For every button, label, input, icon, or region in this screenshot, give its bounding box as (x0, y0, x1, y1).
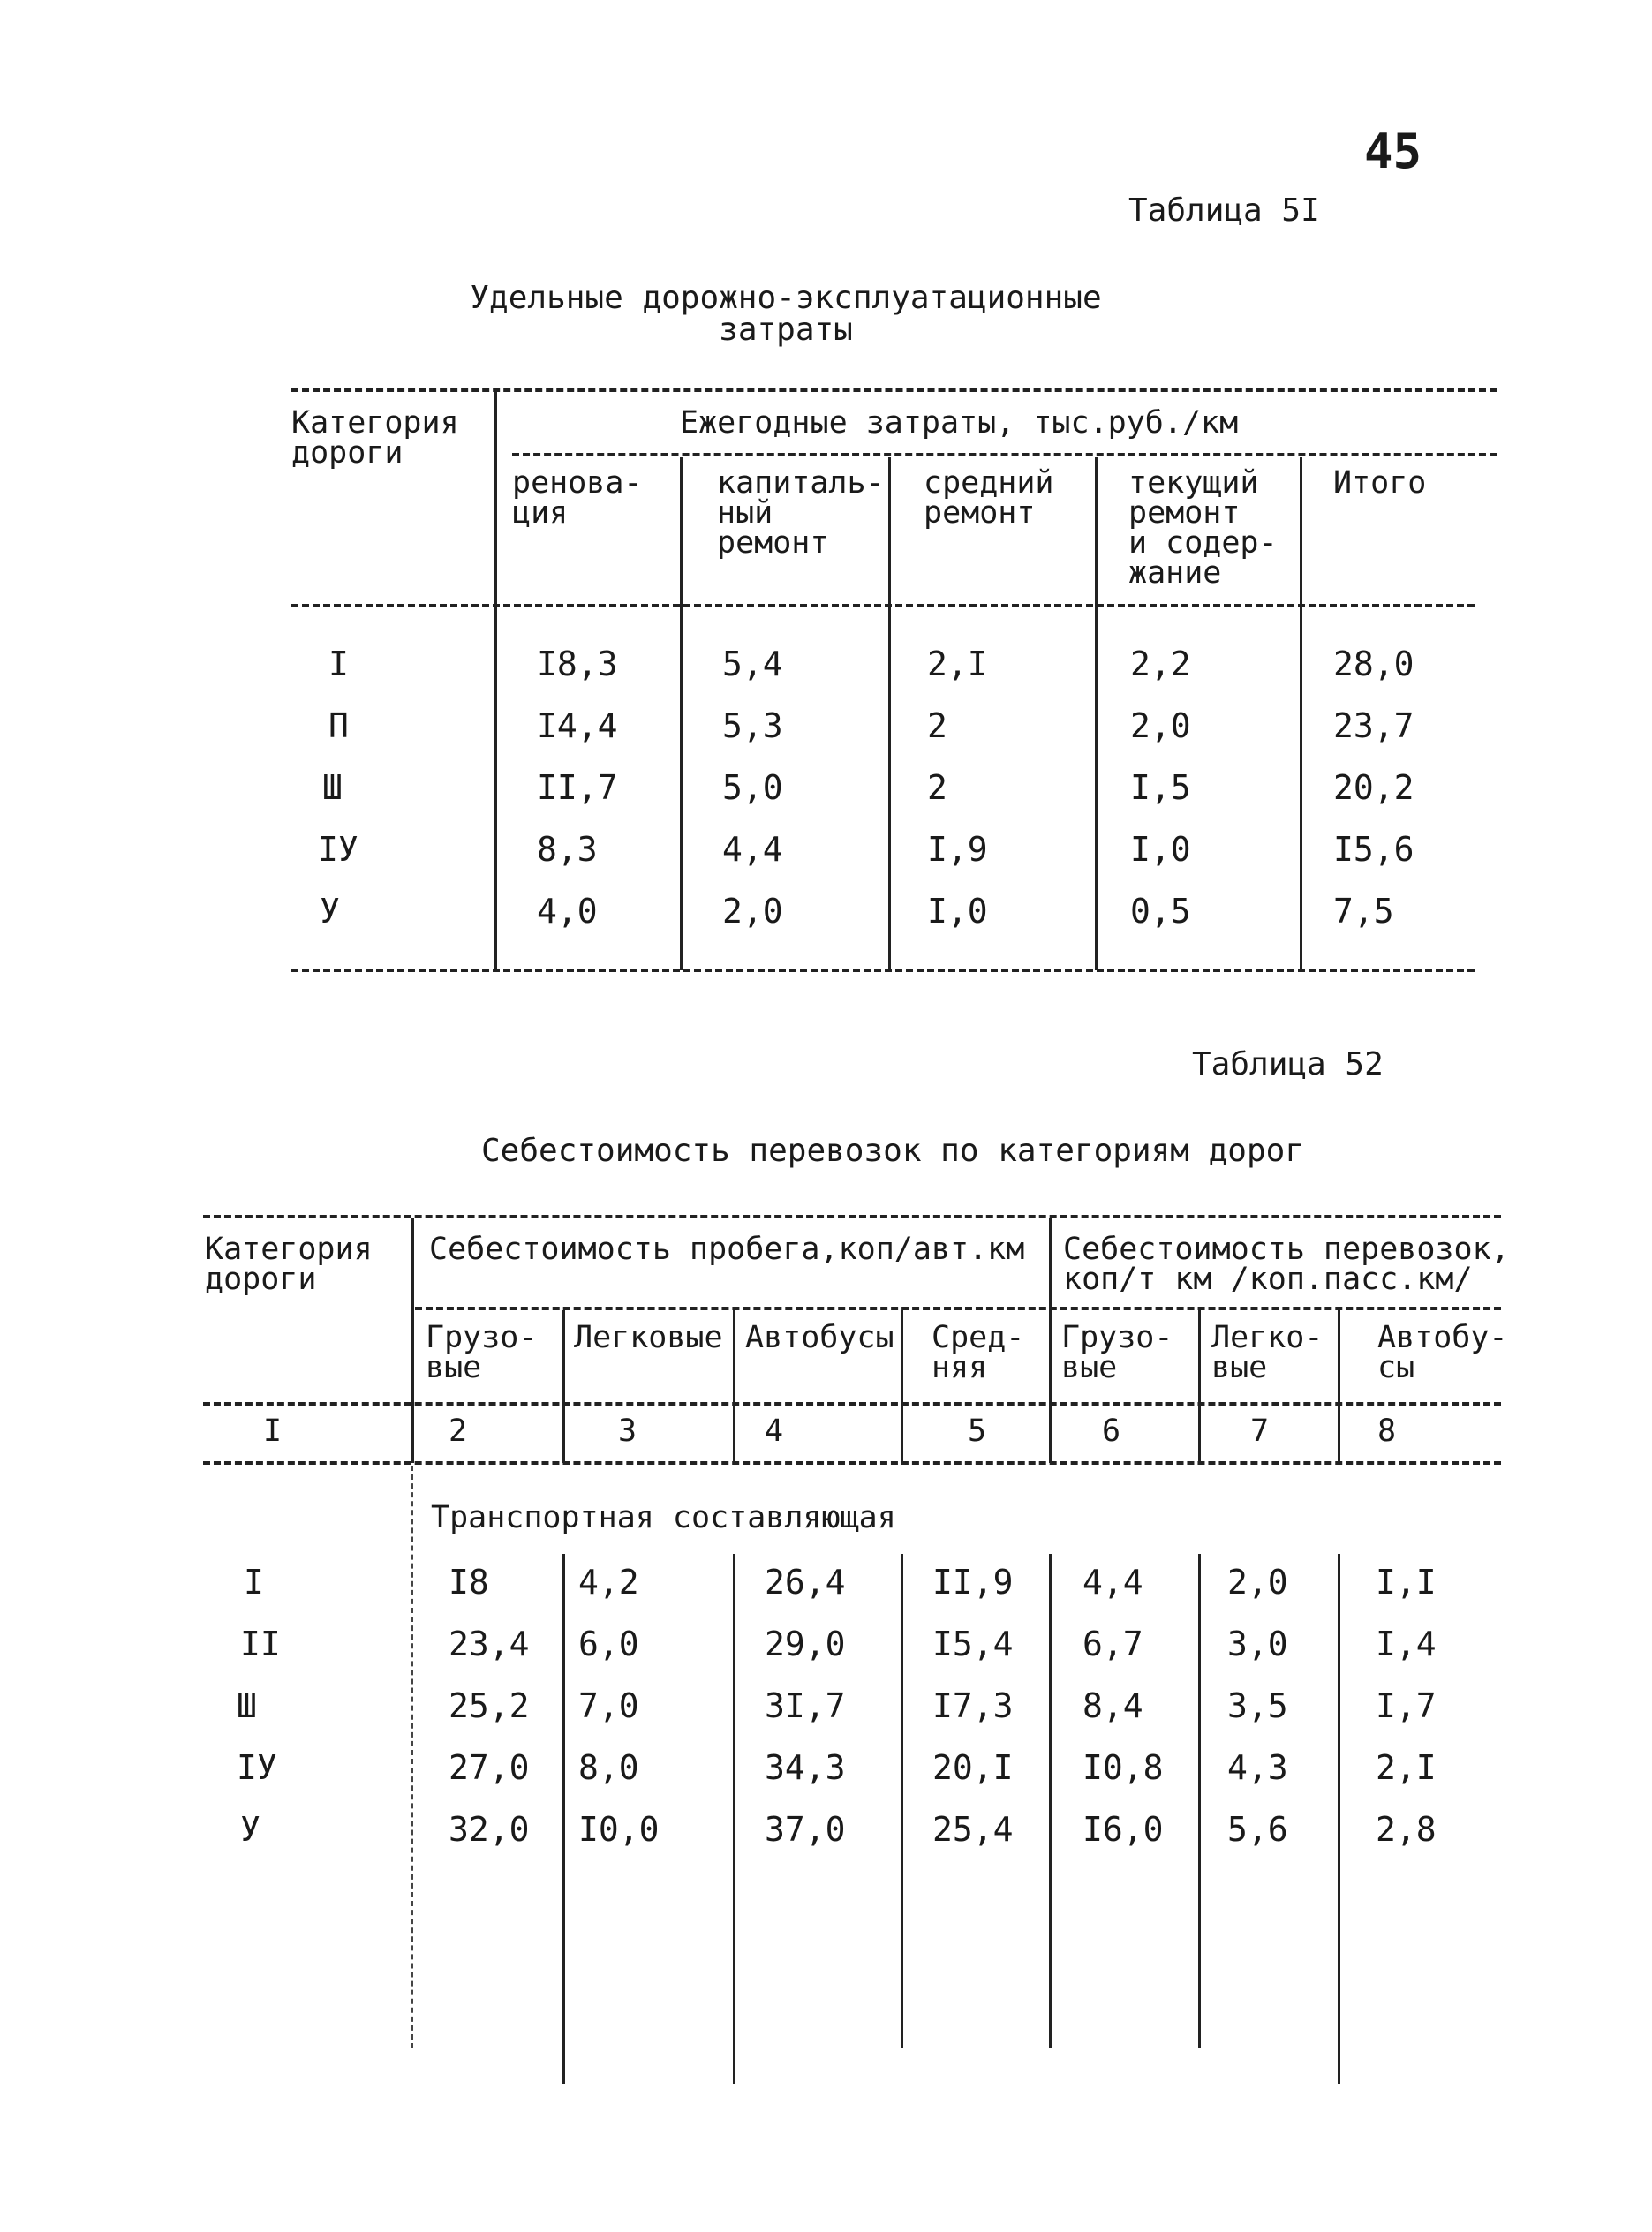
table52-header-category: Категория дороги (205, 1232, 373, 1297)
table52-cell-c7: 5,6 (1227, 1810, 1288, 1849)
table51-group-rule (512, 453, 1497, 456)
table52-cell-c5: I5,4 (932, 1625, 1014, 1663)
table51-title-line1: Удельные дорожно-эксплуатационные (470, 280, 1102, 316)
table51-cell-renovation: I8,3 (537, 645, 618, 683)
table52-cell-category: Ш (237, 1686, 257, 1725)
table52-cell-c5: 25,4 (932, 1810, 1014, 1849)
table51-vline (888, 457, 891, 970)
table51-header-renovation: ренова- ция (512, 465, 643, 531)
table52-label: Таблица 52 (1192, 1046, 1384, 1082)
table52-cell-c2: 25,2 (449, 1686, 530, 1725)
table52-body-vline (1049, 1554, 1052, 2048)
table51-cell-renovation: 8,3 (537, 830, 598, 869)
table51-cell-current: I,5 (1130, 768, 1191, 807)
table52-cell-c8: I,4 (1376, 1625, 1437, 1663)
table52-body-vline (411, 1466, 413, 2048)
table51-cell-medium: 2 (927, 706, 947, 745)
table52-vline (1338, 1310, 1340, 1463)
table52-vline (1198, 1310, 1201, 1463)
table52-cell-c7: 2,0 (1227, 1563, 1288, 1602)
table51-bottom-rule (291, 969, 1475, 972)
table52-vline (562, 1310, 565, 1463)
table51-cell-current: 2,0 (1130, 706, 1191, 745)
table51-cell-category: П (328, 706, 349, 745)
table52-cell-c6: I6,0 (1082, 1810, 1164, 1849)
table51-vline (1300, 457, 1302, 970)
table51-cell-capital: 5,3 (722, 706, 783, 745)
table52-cell-c6: 4,4 (1082, 1563, 1143, 1602)
table52-cell-c4: 29,0 (765, 1625, 846, 1663)
table51-header-medium: средний ремонт (924, 465, 1054, 531)
table51-header-rule (291, 604, 1475, 607)
table52-colnum: 3 (618, 1414, 637, 1449)
table52-cell-c5: I7,3 (932, 1686, 1014, 1725)
table51-header-capital: капиталь- ный ремонт (717, 465, 885, 561)
table51-cell-renovation: I4,4 (537, 706, 618, 745)
table52-cell-c2: 27,0 (449, 1748, 530, 1787)
page-number: 45 (1364, 124, 1422, 179)
table52-cell-category: IУ (237, 1748, 277, 1787)
table52-cell-c2: 32,0 (449, 1810, 530, 1849)
table52-body-vline (562, 1554, 565, 2084)
table51-cell-total: 28,0 (1333, 645, 1414, 683)
table52-colnum: 4 (765, 1414, 784, 1449)
table52-cell-c3: 4,2 (578, 1563, 639, 1602)
table52-cell-c8: I,I (1376, 1563, 1437, 1602)
table51-cell-total: 23,7 (1333, 706, 1414, 745)
table51-cell-total: 20,2 (1333, 768, 1414, 807)
table51-cell-current: 0,5 (1130, 892, 1191, 931)
table52-vline (411, 1218, 414, 1463)
table51-cell-capital: 2,0 (722, 892, 783, 931)
table51-cell-category: У (320, 892, 340, 931)
table52-cell-c6: 6,7 (1082, 1625, 1143, 1663)
table52-header-cars: Легковые (574, 1320, 723, 1355)
table51-cell-capital: 4,4 (722, 830, 783, 869)
table51-title (459, 280, 1113, 348)
table51-cell-total: 7,5 (1333, 892, 1394, 931)
table52-cell-c6: I0,8 (1082, 1748, 1164, 1787)
table51-cell-current: 2,2 (1130, 645, 1191, 683)
table51-header-current: текущий ремонт и содер- жание (1128, 465, 1278, 591)
table52-cell-c2: I8 (449, 1563, 489, 1602)
table52-vline (733, 1310, 735, 1463)
table52-header-freight2: Грузо- вые (1061, 1320, 1173, 1385)
table52-colnum: 7 (1250, 1414, 1270, 1449)
table52-numbers-rule (203, 1461, 1501, 1465)
table52-cell-c4: 26,4 (765, 1563, 846, 1602)
table52-title: Себестоимость перевозок по категориям дорог (481, 1133, 1304, 1169)
table52-cell-category: I (244, 1563, 264, 1602)
table52-cell-c7: 3,0 (1227, 1625, 1288, 1663)
table52-cell-c3: I0,0 (578, 1810, 660, 1849)
table52-colnum: 2 (449, 1414, 468, 1449)
table52-cell-c3: 6,0 (578, 1625, 639, 1663)
table51-header-category: Категория дороги (291, 405, 459, 471)
table51-label: Таблица 5I (1128, 192, 1320, 229)
table52-header-cars2: Легко- вые (1211, 1320, 1324, 1385)
table52-colnum: 6 (1102, 1414, 1121, 1449)
table52-header-buses2: Автобу- сы (1377, 1320, 1508, 1385)
table51-cell-capital: 5,0 (722, 768, 783, 807)
table52-colnum: I (263, 1414, 283, 1449)
table52-header-freight: Грузо- вые (426, 1320, 538, 1385)
table52-cell-c8: 2,8 (1376, 1810, 1437, 1849)
table52-header-rule (203, 1402, 1501, 1406)
table52-cell-c6: 8,4 (1082, 1686, 1143, 1725)
table52-body-vline (901, 1554, 903, 2048)
table52-cell-c8: I,7 (1376, 1686, 1437, 1725)
table51-cell-category: Ш (322, 768, 343, 807)
table52-cell-c4: 3I,7 (765, 1686, 846, 1725)
table52-cell-category: II (240, 1625, 281, 1663)
table52-colnum: 5 (968, 1414, 987, 1449)
table52-body-vline (1198, 1554, 1201, 2048)
table52-cell-c7: 4,3 (1227, 1748, 1288, 1787)
table51-vline (680, 457, 683, 970)
table51-cell-renovation: 4,0 (537, 892, 598, 931)
table51-vline (494, 392, 497, 970)
table51-cell-current: I,0 (1130, 830, 1191, 869)
table52-body-vline (733, 1554, 735, 2084)
table51-cell-medium: I,9 (927, 830, 988, 869)
table51-title-line2: затраты (719, 312, 853, 348)
table52-body-vline (1338, 1554, 1340, 2084)
table51-vline (1095, 457, 1098, 970)
table52-colnum: 8 (1377, 1414, 1397, 1449)
table51-cell-renovation: II,7 (537, 768, 618, 807)
table52-vline (1049, 1218, 1052, 1463)
table52-cell-category: У (240, 1810, 260, 1849)
table51-cell-medium: I,0 (927, 892, 988, 931)
table52-cell-c4: 34,3 (765, 1748, 846, 1787)
table52-cell-c5: II,9 (932, 1563, 1014, 1602)
table52-cell-c4: 37,0 (765, 1810, 846, 1849)
table52-cell-c2: 23,4 (449, 1625, 530, 1663)
table52-header-buses: Автобусы (745, 1320, 894, 1355)
table52-header-average: Сред- няя (932, 1320, 1025, 1385)
table51-top-rule (291, 388, 1497, 392)
table52-header-group2: Себестоимость перевозок, коп/т км /коп.пасс.км/ (1063, 1232, 1510, 1297)
table51-header-total: Итого (1333, 465, 1427, 501)
table51-cell-capital: 5,4 (722, 645, 783, 683)
table51-header-group: Ежегодные затраты, тыс.руб./км (680, 405, 1239, 441)
table51-cell-category: IУ (318, 830, 358, 869)
table52-cell-c3: 8,0 (578, 1748, 639, 1787)
table52-top-rule (203, 1215, 1501, 1218)
table51-cell-medium: 2 (927, 768, 947, 807)
table52-header-group1: Себестоимость пробега,коп/авт.км (429, 1232, 1025, 1267)
table52-vline (901, 1310, 903, 1463)
table51-cell-category: I (328, 645, 349, 683)
table52-cell-c3: 7,0 (578, 1686, 639, 1725)
table51-cell-medium: 2,I (927, 645, 988, 683)
table52-cell-c7: 3,5 (1227, 1686, 1288, 1725)
table51-cell-total: I5,6 (1333, 830, 1414, 869)
table52-cell-c5: 20,I (932, 1748, 1014, 1787)
table52-section-label: Транспортная составляющая (431, 1500, 896, 1535)
table52-cell-c8: 2,I (1376, 1748, 1437, 1787)
